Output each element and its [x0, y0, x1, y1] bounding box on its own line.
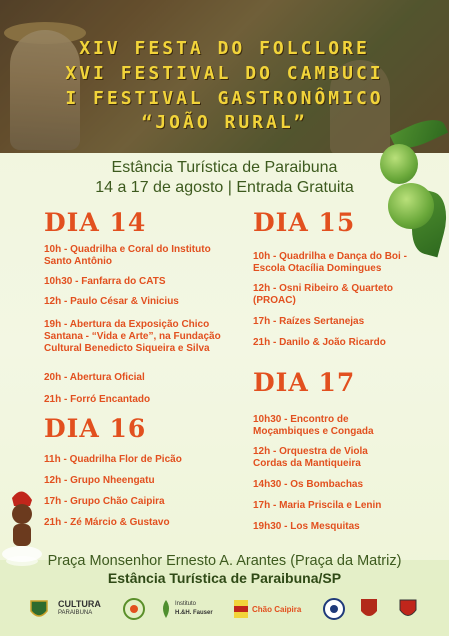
flag-icon	[234, 596, 250, 622]
instituto-logo: Instituto H.&H. Fauser	[160, 596, 226, 622]
state-crest-icon	[398, 596, 420, 622]
event-item: 17h - Raízes Sertanejas	[253, 316, 365, 327]
location-subtitle: Estância Turística de Paraibuna	[111, 159, 338, 176]
event-item: 12h - Grupo Nheengatu	[44, 475, 155, 486]
venue-address: Praça Monsenhor Ernesto A. Arantes (Praça da Matriz)	[47, 553, 402, 569]
event-item: 20h - Abertura Oficial	[44, 372, 145, 383]
title-line-2: XVI FESTIVAL DO CAMBUCI	[65, 63, 384, 84]
title-line-3: I FESTIVAL GASTRONÔMICO	[65, 88, 384, 109]
event-item: 10h - Quadrilha e Coral do Instituto Santo Antônio	[44, 244, 211, 267]
event-item: 19h - Abertura da Exposição Chico Santana - “Vida e Arte”, na Fundação Cultural Benedicto Siqueira e Silva	[44, 319, 221, 354]
event-item: 17h - Grupo Chão Caipira	[44, 496, 165, 507]
sponsor-logos	[24, 596, 434, 622]
event-item: 21h - Zé Márcio & Gustavo	[44, 517, 170, 528]
chao-caipira-logo: Chão Caipira	[252, 604, 302, 614]
title-line-4: “JOÃO RURAL”	[141, 112, 308, 133]
title-line-1: XIV FESTA DO FOLCLORE	[79, 38, 370, 59]
day-17-title: DIA 17	[253, 368, 356, 397]
dates-subtitle: 14 a 17 de agosto | Entrada Gratuita	[95, 179, 354, 196]
day-14-title: DIA 14	[44, 208, 147, 237]
event-item: 12h - Orquestra de Viola Cordas da Mantiqueira	[253, 446, 368, 469]
event-item: 10h30 - Fanfarra do CATS	[44, 276, 166, 287]
venue-city: Estância Turística de Paraibuna/SP	[107, 570, 342, 586]
fire-dept-badge-icon	[360, 596, 380, 622]
event-item: 10h - Quadrilha e Dança do Boi - Escola Otacília Domingues	[253, 251, 407, 274]
event-item: 19h30 - Los Mesquitas	[253, 521, 360, 532]
centro-cultural-logo	[120, 596, 150, 622]
cultura-logo: CULTURA PARAIBUNA	[58, 599, 101, 616]
police-badge-icon	[322, 596, 348, 622]
day-15-title: DIA 15	[253, 208, 356, 237]
event-item: 12h - Paulo César & Vinicius	[44, 296, 179, 307]
event-item: 10h30 - Encontro de Moçambiques e Congada	[253, 414, 374, 437]
event-item: 21h - Forró Encantado	[44, 394, 151, 405]
event-item: 14h30 - Os Bombachas	[253, 479, 364, 490]
event-item: 21h - Danilo & João Ricardo	[253, 337, 386, 348]
day-16-title: DIA 16	[44, 414, 147, 443]
event-item: 11h - Quadrilha Flor de Picão	[44, 454, 182, 465]
city-crest-icon	[30, 596, 50, 622]
event-item: 12h - Osni Ribeiro & Quarteto (PROAC)	[253, 283, 394, 306]
event-item: 17h - Maria Priscila e Lenin	[253, 500, 382, 511]
